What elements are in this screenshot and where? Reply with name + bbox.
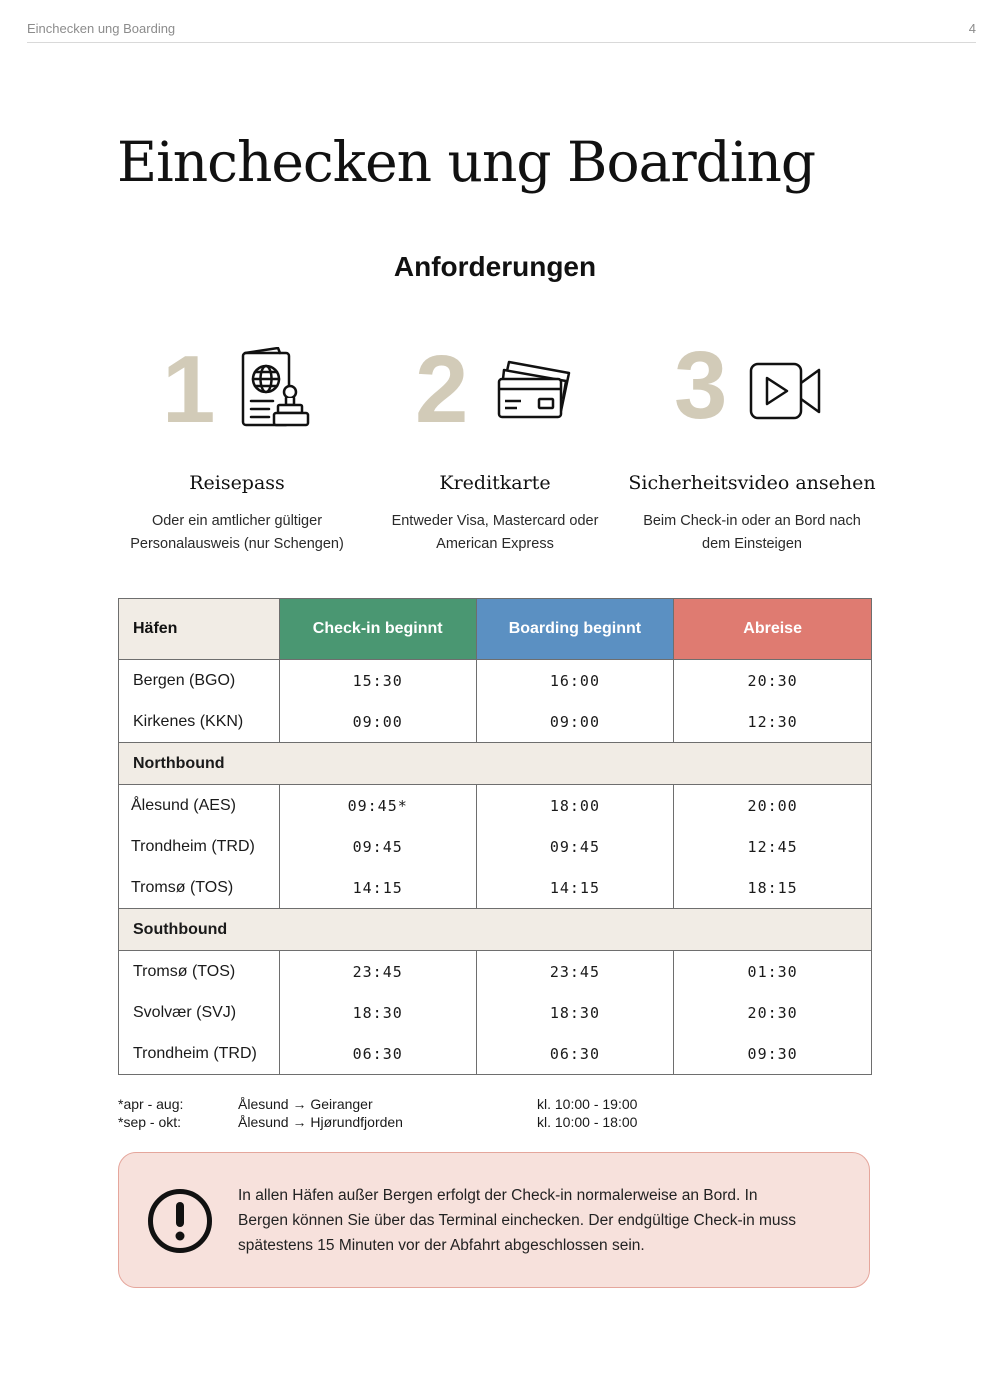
departure-time: 12:30 [674, 701, 872, 743]
notice-line: Bergen können Sie über das Terminal einchecken. Der endgültige Check-in muss [238, 1212, 797, 1229]
port-name: Tromsø (TOS) [119, 867, 280, 909]
table-row [119, 701, 872, 743]
boarding-time: 14:15 [476, 867, 674, 909]
table-row [119, 660, 872, 702]
checkin-time: 06:30 [279, 1033, 476, 1075]
departure-time: 09:30 [674, 1033, 872, 1075]
notice-text [238, 1183, 850, 1258]
checkin-time: 09:45 [279, 826, 476, 867]
passport-icon [240, 347, 312, 434]
footnotes [118, 1096, 878, 1132]
notice-line: In allen Häfen außer Bergen erfolgt der Check-in normalerweise an Bord. In [238, 1187, 758, 1204]
port-name: Svolvær (SVJ) [119, 992, 280, 1033]
footnote-route: Ålesund → Geiranger [238, 1096, 373, 1112]
step-description [107, 510, 367, 556]
footnote-row [118, 1114, 878, 1132]
running-header [27, 20, 976, 43]
step-number: 2 [415, 336, 469, 443]
footnote-season: *apr - aug: [118, 1096, 184, 1112]
checkin-time: 14:15 [279, 867, 476, 909]
departure-time: 18:15 [674, 867, 872, 909]
footnote-route: Ålesund → Hjørundfjorden [238, 1114, 403, 1130]
step-title: Sicherheitsvideo ansehen [628, 472, 876, 494]
departure-time: 12:45 [674, 826, 872, 867]
table-header-row [119, 599, 872, 660]
checkin-time: 23:45 [279, 951, 476, 993]
boarding-time: 09:00 [476, 701, 674, 743]
running-title: Einchecken ung Boarding [27, 21, 176, 36]
step-number: 1 [162, 336, 216, 443]
boarding-time: 16:00 [476, 660, 674, 702]
departure-time: 20:30 [674, 992, 872, 1033]
table-row [119, 992, 872, 1033]
step-description-line: Entweder Visa, Mastercard oder [391, 513, 599, 529]
boarding-time: 23:45 [476, 951, 674, 993]
step-title: Kreditkarte [439, 472, 551, 494]
departure-time: 20:30 [674, 660, 872, 702]
port-name: Tromsø (TOS) [119, 951, 280, 993]
section-label: Northbound [119, 743, 872, 785]
port-name: Trondheim (TRD) [119, 1033, 280, 1075]
table-row [119, 867, 872, 909]
checkin-time: 09:00 [279, 701, 476, 743]
step-description-line: dem Einsteigen [702, 536, 802, 552]
warning-icon [147, 1188, 213, 1259]
schedule-table [118, 598, 872, 1075]
port-name: Trondheim (TRD) [119, 826, 280, 867]
port-name: Bergen (BGO) [119, 660, 280, 702]
step-description [365, 510, 625, 556]
step-description-line: Oder ein amtlicher gültiger [151, 513, 323, 529]
footnote-hours: kl. 10:00 - 18:00 [537, 1114, 638, 1130]
section-label: Southbound [119, 909, 872, 951]
departure-time: 20:00 [674, 785, 872, 827]
column-header-departure: Abreise [674, 599, 872, 660]
checkin-time: 15:30 [279, 660, 476, 702]
video-icon [749, 361, 823, 426]
step-description-line: Beim Check-in oder an Bord nach [643, 513, 861, 529]
port-name: Ålesund (AES) [119, 785, 280, 827]
step-title: Reisepass [189, 472, 285, 494]
checkin-time: 09:45* [279, 785, 476, 827]
boarding-time: 06:30 [476, 1033, 674, 1075]
section-row-southbound [119, 909, 872, 951]
boarding-time: 18:30 [476, 992, 674, 1033]
port-name: Kirkenes (KKN) [119, 701, 280, 743]
table-row [119, 785, 872, 827]
departure-time: 01:30 [674, 951, 872, 993]
footnote-season: *sep - okt: [118, 1114, 182, 1130]
column-header-checkin: Check-in beginnt [279, 599, 476, 660]
credit-card-icon [497, 359, 571, 426]
boarding-time: 18:00 [476, 785, 674, 827]
section-title: Anforderungen [393, 251, 597, 282]
step-description [622, 510, 882, 556]
boarding-time: 09:45 [476, 826, 674, 867]
table-row [119, 951, 872, 993]
column-header-boarding: Boarding beginnt [476, 599, 674, 660]
checkin-time: 18:30 [279, 992, 476, 1033]
section-row-northbound [119, 743, 872, 785]
footnote-row [118, 1096, 878, 1114]
page-number: 4 [968, 21, 976, 36]
page-title: Einchecken ung Boarding [117, 130, 816, 194]
notice-line: spätestens 15 Minuten vor der Abfahrt abgeschlossen sein. [238, 1237, 645, 1254]
table-row [119, 1033, 872, 1075]
notice-box [118, 1152, 870, 1288]
column-header-ports: Häfen [119, 599, 280, 660]
step-description-line: American Express [436, 536, 554, 552]
step-number: 3 [674, 332, 728, 439]
step-description-line: Personalausweis (nur Schengen) [130, 536, 344, 552]
footnote-hours: kl. 10:00 - 19:00 [537, 1096, 638, 1112]
table-row [119, 826, 872, 867]
